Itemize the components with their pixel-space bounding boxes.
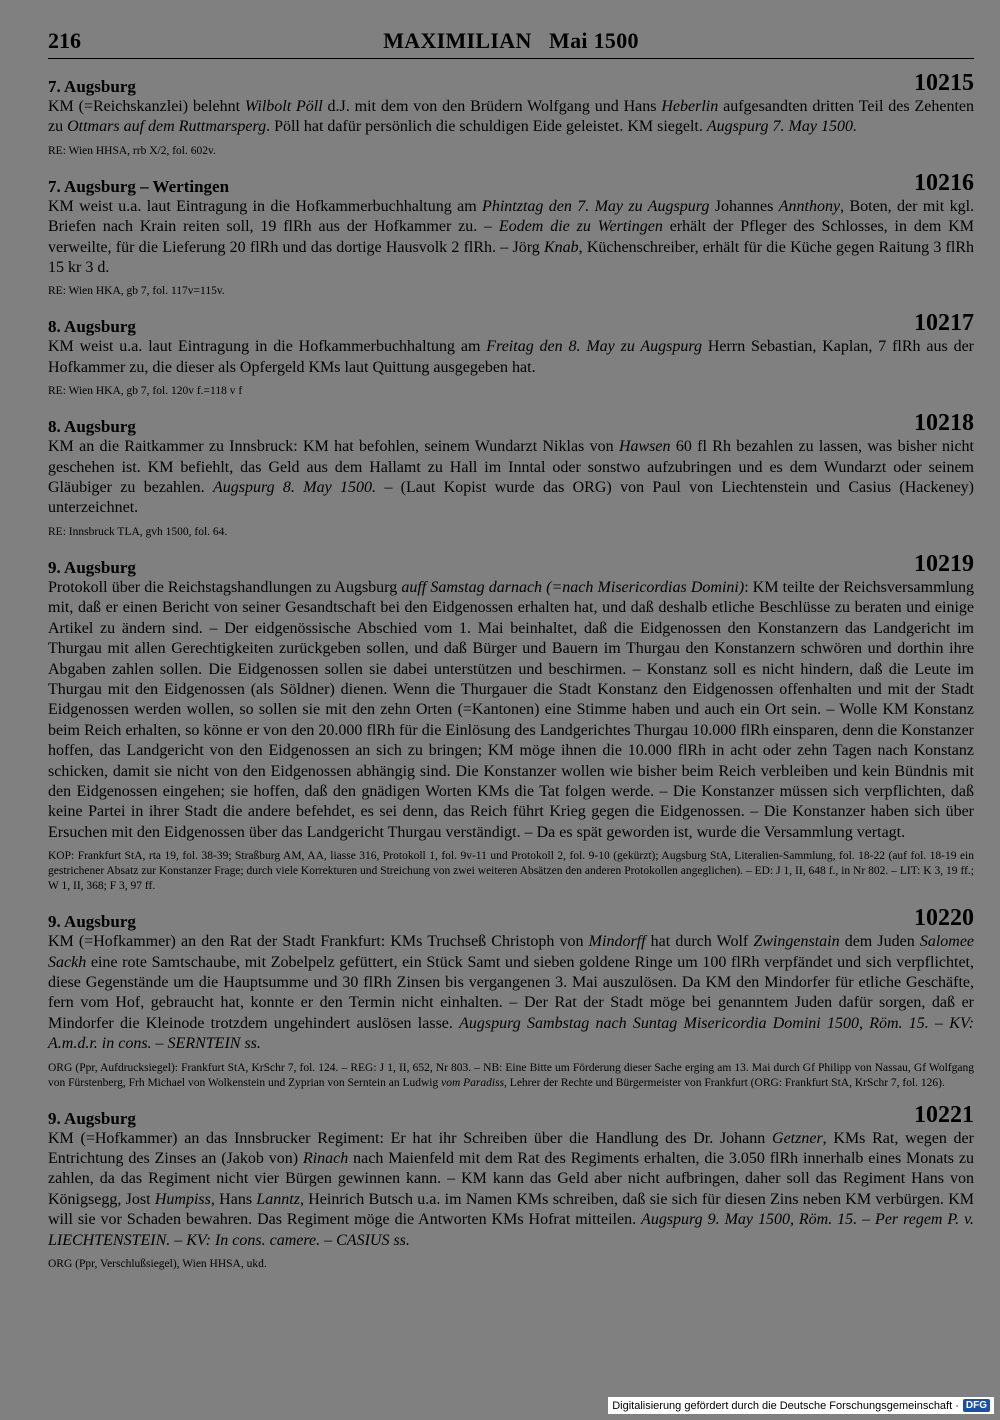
document-entry <box>48 906 974 1090</box>
text-segment: KM (=Reichskanzlei) belehnt <box>48 98 245 115</box>
entry-body-text <box>48 197 974 279</box>
footer-credit <box>608 1397 994 1414</box>
entry-source-reference <box>48 525 974 540</box>
text-segment: 60 fl Rh bezahlen zu lassen, was bisher nicht geschehen ist. KM befiehlt, das Geld aus dem Hallamt zu Hall im Inntal oder sonstwo aufzubringen und es dem Wundarzt oder seinem Gläubiger zu bezahlen. <box>48 438 975 497</box>
italic-text-segment: Humpiss <box>154 1190 211 1208</box>
entry-source-reference <box>48 144 974 159</box>
italic-text-segment: Eodem die zu Wertingen <box>498 218 663 236</box>
running-head: MAXIMILIAN Mai 1500 <box>383 28 639 53</box>
text-segment: eine rote Samtschaube, mit Zobelpelz gefüttert, ein Stück Samt und sieben goldene Ringe um 100 flRh verpfändet und sich verpflichtet, diese Gegenstände um die Hauptsumme und 30 flRh Zinsen bis vergangenen 3. Mai auszulösen. Da KM den Mindorfer für etliche Geschäfte, fern vom Hof, gebraucht hat, konnte er den Termin nicht einhalten. – Der Rat der Stadt möge bei genanntem Juden dafür sorgen, daß er Mindorfer die Kleinode trotzdem ungehindert auslösen lasse. <box>48 953 974 1032</box>
document-entry <box>48 71 974 159</box>
italic-text-segment: Ottmars auf dem Ruttmarsperg <box>67 118 267 136</box>
document-entry <box>48 311 974 399</box>
document-page <box>48 28 974 1272</box>
text-segment: erhält der Pfleger des Schlosses, in dem KM verweilte, für die Lieferung 20 flRh und das dortige Hausvolk 2 flRh. – Jörg <box>48 218 974 256</box>
page-number: 216 <box>48 28 81 53</box>
text-segment: , Küchenschreiber, erhält für die Küche gegen Raitung 3 flRh 15 kr 3 d. <box>48 238 975 277</box>
entry-number: 10217 <box>914 310 974 337</box>
document-entry <box>48 552 974 894</box>
entry-heading <box>48 1103 974 1129</box>
text-segment: RE: Wien HHSA, rrb X/2, fol. 602v. <box>48 144 216 157</box>
entry-number: 10215 <box>914 70 974 96</box>
text-segment: dem Juden <box>839 933 920 951</box>
italic-text-segment: Phintztag den 7. May zu Augspurg <box>482 197 710 215</box>
entry-number: 10216 <box>914 169 974 196</box>
footer-text: Digitalisierung gefördert durch die Deutsche Forschungsgemeinschaft · <box>612 1399 959 1412</box>
text-segment: RE: Wien HKA, gb 7, fol. 120v f.=118 v f <box>48 385 243 398</box>
text-segment: . Pöll hat dafür persönlich die schuldigen Eide geleistet. KM siegelt. <box>266 118 707 136</box>
document-entry <box>48 1103 974 1272</box>
italic-text-segment: Lanntz <box>256 1190 300 1208</box>
italic-text-segment: Rinach <box>302 1150 349 1167</box>
entry-body-text <box>48 437 974 519</box>
text-segment: Protokoll über die Reichstagshandlungen zu Augsburg <box>48 578 402 596</box>
italic-text-segment: Heberlin <box>661 98 719 115</box>
entry-place-date: 7. Augsburg – Wertingen <box>48 176 230 196</box>
entry-body-text <box>48 337 974 378</box>
entry-heading <box>48 411 974 437</box>
italic-text-segment: Augspurg Sambstag nach Suntag Misericordia Domini 1500, Röm. 15. – KV: A.m.d.r. in cons. – SERNTEIN ss. <box>48 1014 975 1053</box>
text-segment: , KMs Rat, wegen der Entrichtung des Zinses an (Jakob von) <box>48 1129 974 1167</box>
page-header <box>48 28 974 59</box>
italic-text-segment: Mindorff <box>588 933 646 951</box>
text-segment: Herrn Sebastian, Kaplan, 7 flRh aus der Hofkammer zu, die dieser als Opfergeld KMs laut Quittung ausgegeben hat. <box>48 338 974 376</box>
text-segment: aufgesandten dritten Teil des Zehenten zu <box>48 98 974 136</box>
entry-place-date: 9. Augsburg <box>48 557 136 577</box>
entry-body-text <box>48 578 974 843</box>
text-segment: , Boten, der mit kgl. Briefen nach Krain reiten soll, 19 flRh aus der Hofkammer zu. – <box>48 197 975 236</box>
text-segment: KM an die Raitkammer zu Innsbruck: KM hat befohlen, seinem Wundarzt Niklas von <box>48 438 619 456</box>
text-segment: KM weist u.a. laut Eintragung in die Hofkammerbuchhaltung am <box>48 338 487 356</box>
text-segment: nach Maienfeld mit dem Rat des Regiments erhalten, die 3.050 flRh innerhalb eines Monats zu zahlen, da das Regiment nicht vier Bürgen gewinnen kann. – KM kann das Geld aber nicht aufbringen, daher soll das Regiment Hans von Königsegg, Jost <box>48 1150 975 1208</box>
text-segment: ORG (Ppr, Aufdrucksiegel): Frankfurt StA, KrSchr 7, fol. 124. – REG: J 1, II, 652, Nr 803. – NB: Eine Bitte um Förderung dieser Sache erging am 13. Mai durch Gf Philipp von Nassau, Gf Wolfgang von Fürstenberg, Frh Michael von Wolkenstein und Zyprian von Serntein an Ludwig <box>48 1061 974 1089</box>
text-segment: KOP: Frankfurt StA, rta 19, fol. 38-39; Straßburg AM, AA, liasse 316, Protokoll 1, fol. 9v-11 und Protokoll 2, fol. 9-10 (gekürzt); Augsburg StA, Literalien-Sammlung, fol. 18-22 (auf fol. 18-19 ein gestrichener Absatz zur Konstanzer Frage; durch viele Korrekturen und Streichung von zwei weiteren Absätzen den anderen Protokollen angeglichen). – ED: J 1, II, 648 f., in Nr 802. – LIT: K 3, 19 ff.; W 1, II, 368; F 3, 97 ff. <box>48 850 974 893</box>
entry-place-date: 8. Augsburg <box>48 417 136 437</box>
italic-text-segment: Zwingenstain <box>753 933 840 951</box>
text-segment: RE: Innsbruck TLA, gvh 1500, fol. 64. <box>48 525 228 538</box>
entry-body-text <box>48 932 974 1054</box>
italic-text-segment: Getzner <box>772 1129 823 1147</box>
entry-number: 10221 <box>914 1101 974 1128</box>
text-segment: ORG (Ppr, Verschlußsiegel), Wien HHSA, ukd. <box>48 1258 267 1271</box>
entry-source-reference <box>48 1257 974 1272</box>
text-segment: : KM teilte der Reichsversammlung mit, daß er einen Bericht von seiner Gesandtschaft bei den Eidgenossen erhalten hat, und daß deshalb etliche Beschlüsse zu beraten und einige Artikel zu ändern sind. – Der eidgenössische Abschied vom 1. Mai beinhaltet, daß die Eidgenossen den Konstanzern das Landgericht im Thurgau mit allen Gerechtigkeiten zurückgeben sollen, und daß Bürger und Bauern im Thurgau den Konstanzern schwören und dorthin ihre Abgaben zahlen sollen. Die Eidgenossen sollen sie dabei unterstützen und beschirmen. – Konstanz soll es nicht hindern, daß die Leute im Thurgau mit den Eidgenossen (als Söldner) dienen. Wenn die Thurgauer die Stadt Konstanz den Eidgenossen offenhalten und mit der Stadt Eidgenossen werden wollen, so sollen sie mit den zehn Orten (=Kantonen) eine Stimme haben und auch ein Ort sein. – Wolle KM Konstanz beim Reich erhalten, so könne er von den 20.000 flRh für die Einlösung des Landgerichtes Thurgau 10.000 flRh einsparen, denn die Konstanzer hoffen, das Landgericht von den Eidgenossen an sich zu bringen; KM möge ihnen die 10.000 flRh in acht oder zehn Tagen nach Konstanz schicken, damit sie nicht von den Eidgenossen abhängig sind. Die Konstanzer wollen wie bisher beim Reich verbleiben und kein Bündnis mit den Eidgenossen eingehen; sie hoffen, daß den gnädigen Worten KMs die Tat folgen werde. – Die Konstanzer müssen sich verpflichten, daß keine Partei in ihrer Stadt die andere befehdet, es sei denn, das Reich führt Krieg gegen die Eidgenossen. – Die Konstanzer haben sich über Ersuchen mit den Eidgenossen über das Landgericht Thurgau verständigt. – Da es spät geworden ist, wurde die Versammlung vertagt. <box>48 578 974 841</box>
italic-text-segment: Knab <box>543 238 579 256</box>
entry-number: 10218 <box>914 410 974 437</box>
text-segment: , Heinrich Butsch u.a. im Namen KMs schreiben, daß sie sich für diesen Zins neben KM verbürgen. KM will sie vor Schaden bewahren. Das Regiment möge die Antworten KMs Hofrat mitteilen. <box>48 1190 975 1229</box>
italic-text-segment: Wilbolt Pöll <box>244 98 323 115</box>
entry-place-date: 9. Augsburg <box>48 912 136 932</box>
italic-text-segment: Annthony <box>778 197 841 215</box>
entries-list <box>48 71 974 1272</box>
entry-number: 10220 <box>914 905 974 932</box>
document-entry <box>48 171 974 300</box>
text-segment: – (Laut Kopist wurde das ORG) von Paul von Liechtenstein und Casius (Hackeney) unterzeichnet. <box>48 479 974 517</box>
entry-heading <box>48 906 974 932</box>
text-segment: , Hans <box>210 1190 257 1208</box>
text-segment: d.J. mit dem von den Brüdern Wolfgang und Hans <box>322 98 662 115</box>
text-segment: KM weist u.a. laut Eintragung in die Hofkammerbuchhaltung am <box>48 197 483 215</box>
italic-text-segment: Hawsen <box>618 438 671 456</box>
text-segment: RE: Wien HKA, gb 7, fol. 117v=115v. <box>48 285 225 298</box>
entry-body-text <box>48 1129 974 1251</box>
text-segment: hat durch Wolf <box>645 933 754 951</box>
dfg-logo-icon: DFG <box>963 1399 990 1412</box>
italic-text-segment: Augspurg 9. May 1500, Röm. 15. – Per regem P. v. LIECHTENSTEIN. – KV: In cons. camere. – CASIUS ss. <box>48 1211 974 1249</box>
entry-source-reference <box>48 384 974 399</box>
entry-place-date: 7. Augsburg <box>48 77 136 96</box>
entry-body-text <box>48 97 974 138</box>
text-segment: KM (=Hofkammer) an den Rat der Stadt Frankfurt: KMs Truchseß Christoph von <box>48 933 589 951</box>
entry-source-reference <box>48 849 974 894</box>
italic-text-segment: Salomee Sackh <box>48 933 975 971</box>
text-segment: KM (=Hofkammer) an das Innsbrucker Regiment: Er hat ihr Schreiben über die Handlung des Dr. Johann <box>48 1129 773 1147</box>
italic-text-segment: Augspurg 7. May 1500. <box>706 118 857 136</box>
entry-source-reference <box>48 1061 974 1091</box>
entry-heading <box>48 552 974 578</box>
entry-heading <box>48 311 974 337</box>
entry-heading <box>48 71 974 97</box>
entry-place-date: 8. Augsburg <box>48 317 136 337</box>
text-segment: , Lehrer der Rechte und Bürgermeister von Frankfurt (ORG: Frankfurt StA, KrSchr 7, fol. 126). <box>504 1076 945 1089</box>
text-segment: Johannes <box>709 197 779 215</box>
entry-place-date: 9. Augsburg <box>48 1108 136 1128</box>
italic-text-segment: vom Paradiss <box>441 1076 505 1089</box>
entry-number: 10219 <box>914 550 974 577</box>
entry-heading <box>48 171 974 197</box>
italic-text-segment: auff Samstag darnach (=nach Misericordias Domini) <box>401 578 745 596</box>
document-entry <box>48 411 974 540</box>
entry-source-reference <box>48 284 974 299</box>
italic-text-segment: Augspurg 8. May 1500. <box>212 479 376 497</box>
italic-text-segment: Freitag den 8. May zu Augspurg <box>486 338 703 356</box>
